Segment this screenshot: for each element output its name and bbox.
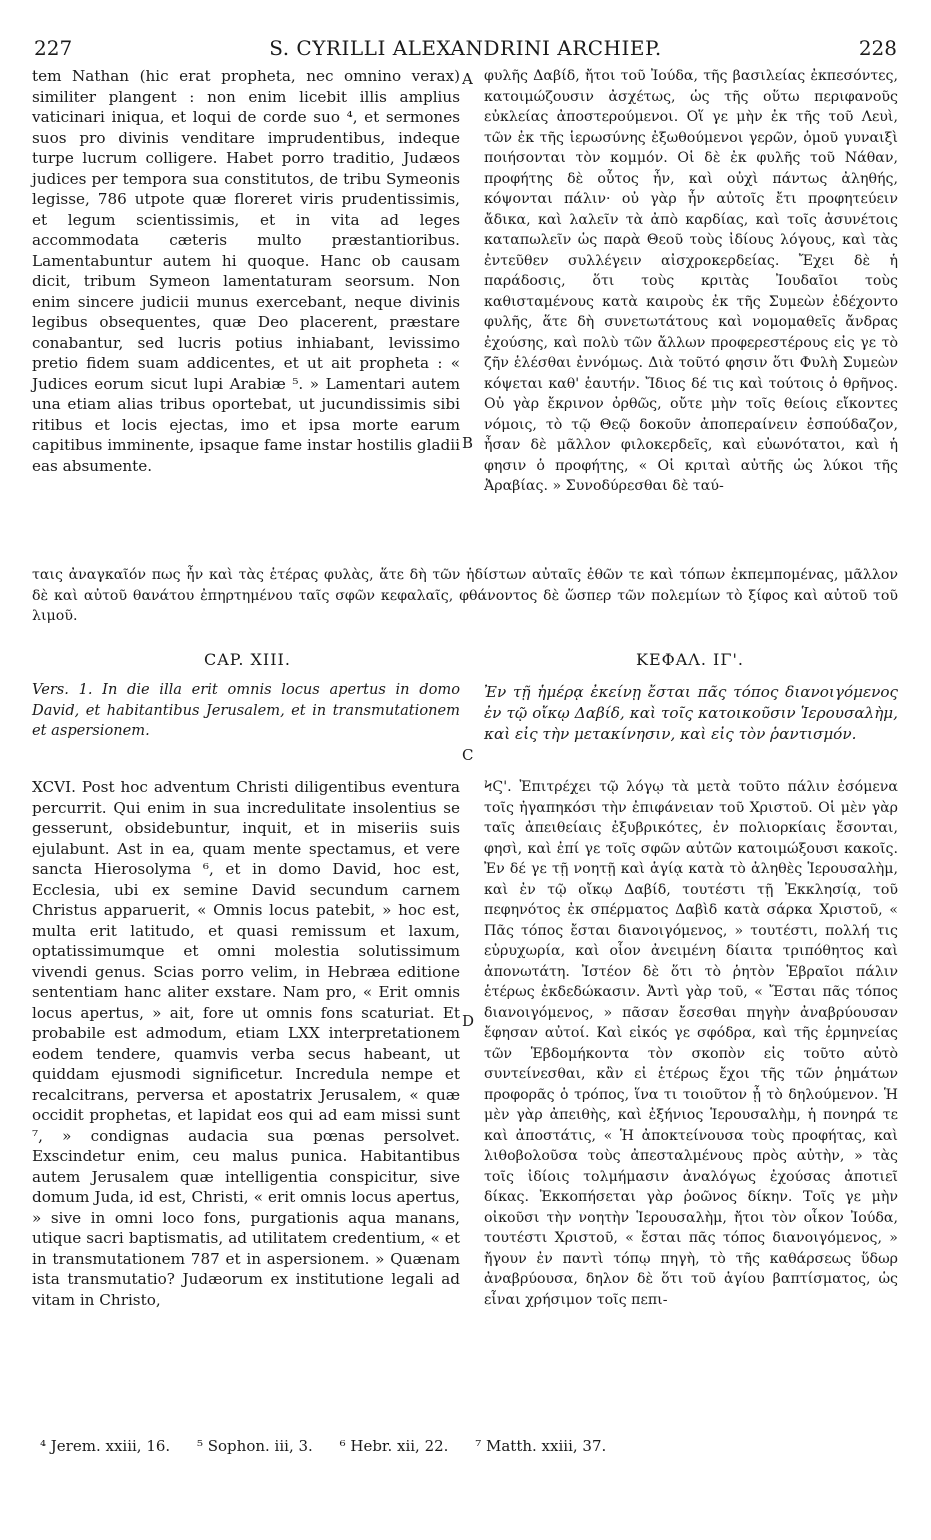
latin-verse-text: Vers. 1. In die illa erit omnis locus apertus in domo David, et habitantibus Jerusalem, et in transmutationem et aspersionem.	[32, 681, 460, 739]
latin-paragraph-body: XCVI. Post hoc adventum Christi diligentibus eventura percurrit. Qui enim in sua incredulitate insolentius se gesserunt, obsidebuntur, inquit, et in miseriis suis ejulabunt. Ast in ea, quam mente spectamus, et vere sancta Hierosolyma ⁶, et in domo David, hoc est, Ecclesia, ubi ex semine David secundum carnem Christus apparuerit, « Omnis locus patebit, » hoc est, multa erit latitudo, et quasi remissum et laxum, optatissimumque et omni molestia solutissimum vivendi genus. Scias porro velim, in Hebræa editione sententiam hanc aliter exstare. Nam pro, « Erit omnis locus apertus, » ait, fore ut omnis fons scaturiat. Et probabile est admodum, etiam LXX interpretationem eodem tendere, quamvis verba secus habeant, ut quiddam ejusmodi significetur. Incredula nempe et recalcitrans, perversa et apostatrix Jerusalem, « quæ occidit prophetas, et lapidat eos qui ad eam missi sunt ⁷, » condignas audacia sua pœnas persolvet. Exscindetur enim, ceu malus punica. Habitantibus autem Jerusalem quæ intelligentia conspicitur, sive domum Juda, id est, Christi, « erit omnis locus apertus, » sive in omni loco fons, purgationis aqua manans, utique sacri baptismatis, ad utilitatem credentium, « et in transmutationem 787 et in aspersionem. » Quænam ista transmutatio? Judæorum ex institutione legali ad vitam in Christo,	[32, 778, 460, 1309]
full-width-greek-continuation	[32, 565, 898, 627]
footnote: ⁵ Sophon. iii, 3.	[196, 1437, 313, 1455]
latin-verse	[32, 680, 460, 742]
footnote: ⁴ Jerem. xxiii, 16.	[40, 1437, 171, 1455]
margin-marker-d: D	[462, 1012, 475, 1030]
greek-continuation-text: ταις ἀναγκαῖόν πως ἦν καὶ τὰς ἑτέρας φυλὰς, ἅτε δὴ τῶν ἡδίστων αὐταῖς ἐθῶν τε καὶ τόπων ἐκπεμπομένας, μᾶλλον δὲ καὶ αὐτοῦ θανάτου ἐπηρτημένου ταῖς σφῶν κεφαλαῖς, φθάνοντος δὲ ὥσπερ τῶν πολεμίων τὸ ξίφος καὶ αὐτοῦ τοῦ λιμοῦ.	[32, 567, 898, 624]
greek-verse	[484, 682, 898, 745]
greek-paragraph-top: φυλῆς Δαβίδ, ἤτοι τοῦ Ἰούδα, τῆς βασιλείας ἐκπεσόντες, κατοιμώζουσιν ἀσχέτως, ὡς τῆς οὕτω περιφανοῦς εὐκλείας ἀποστερούμενοι. Οἵ γε μὴν ἐκ τῆς τοῦ Λευὶ, τῶν ἐκ τῆς ἱερωσύνης ἐξωθούμενοι γερῶν, ὁμοῦ γυναιξὶ ποιήσονται τὸν κομμόν. Οἱ δὲ ἐκ φυλῆς τοῦ Νάθαν, προφήτης δὲ οὗτος ἦν, καὶ οὐχὶ πάντως ἀληθής, κόψονται πάλιν· οὐ γὰρ ἦν αὐτοῖς ἔτι προφητεύειν ἄδικα, καὶ λαλεῖν τὰ ἀπὸ καρδίας, καὶ τοῖς ἀσυνέτοις καταπωλεῖν ὡς παρὰ Θεοῦ τοὺς ἰδίους λόγους, καὶ τὰς ἐντεῦθεν συλλέγειν αἰσχροκερδείας. Ἔχει δὲ ἡ παράδοσις, ὅτι τοὺς κριτὰς Ἰουδαῖοι τοὺς καθισταμένους κατὰ καιροὺς ἐκ τῆς Συμεὼν ἐδέχοντο φυλῆς, ἅτε δὴ συνετωτάτους καὶ νομομαθεῖς ἄνδρας ἐχούσης, καὶ πολὺ τῶν ἄλλων προφερεστέρους εἰς γε τὸ ζῆν ἑλέσθαι ἐννόμως. Διὰ τοῦτό φησιν ὅτι Φυλὴ Συμεὼν κόψεται καθ' ἑαυτήν. Ἴδιος δέ τις καὶ τούτοις ὁ θρῆνος. Οὐ γὰρ ἔκρινον ὀρθῶς, οὔτε μὴν τοῖς θείοις εἴκοντες νόμοις, τὸ τῷ Θεῷ δοκοῦν ἀποπεραίνειν ἐσπούδαζον, ἦσαν δὲ μᾶλλον φιλοκερδεῖς, καὶ εὐωνότατοι, καὶ ἡ φησιν ὁ προφήτης, « Οἱ κριταὶ αὐτῆς ὡς λύκοι τῆς Ἀραβίας. » Συνοδύρεσθαι δὲ ταύ-	[484, 68, 898, 494]
footnote: ⁶ Hebr. xii, 22.	[339, 1437, 449, 1455]
footnote: ⁷ Matth. xxiii, 37.	[475, 1437, 607, 1455]
greek-verse-text: Ἐν τῇ ἡμέρᾳ ἐκείνῃ ἔσται πᾶς τόπος διανοιγόμενος ἐν τῷ οἴκῳ Δαβίδ, καὶ τοῖς κατοικοῦσιν Ἱερουσαλὴμ, καὶ εἰς τὴν μετακίνησιν, καὶ εἰς τὸν ῥαντισμόν.	[484, 683, 898, 743]
greek-paragraph-body: ϞϚ'. Ἐπιτρέχει τῷ λόγῳ τὰ μετὰ τοῦτο πάλιν ἐσόμενα τοῖς ἠγαπηκόσι τὴν ἐπιφάνειαν τοῦ Χριστοῦ. Οἱ μὲν γὰρ ταῖς ἀπειθείαις ἐξυβρικότες, ἐν πολιορκίαις ἔσονται, φησὶ, καὶ ἐπί γε τοῖς σφῶν αὐτῶν κατοιμώξουσι κακοῖς. Ἐν δέ γε τῇ νοητῇ καὶ ἁγίᾳ κατὰ τὸ ἀληθὲς Ἱερουσαλὴμ, καὶ ἐν τῷ οἴκῳ Δαβίδ, τουτέστι τῇ Ἐκκλησίᾳ, τοῦ πεφηνότος ἐκ σπέρματος Δαβὶδ κατὰ σάρκα Χριστοῦ, « Πᾶς τόπος ἔσται διανοιγόμενος, » τουτέστι, πολλή τις εὐρυχωρία, καὶ οἷον ἀνειμένη δίαιτα τριπόθητος καὶ ἀπονωτάτη. Ἰστέον δὲ ὅτι τὸ ῥητὸν Ἑβραῖοι πάλιν ἑτέρως ἐκδεδώκασιν. Ἀντὶ γὰρ τοῦ, « Ἔσται πᾶς τόπος διανοιγόμενος, » πᾶσαν ἔσεσθαι πηγὴν ἀναβρύουσαν ἔφησαν αὐτοί. Καὶ εἰκός γε σφόδρα, καὶ τῆς ἑρμηνείας τῶν Ἑβδομήκοντα τὸν σκοπὸν εἰς τοῦτο αὐτὸ συντείνεσθαι, κἂν εἰ ἑτέρως ἔχοι τῆς τῶν ῥημάτων προφορᾶς ὁ τρόπος, ἵνα τι τοιοῦτον ᾖ τὸ δηλούμενον. Ἡ μὲν γὰρ ἀπειθὴς, καὶ ἐξήνιος Ἱερουσαλὴμ, ἡ πονηρά τε καὶ ἀποστάτις, « Ἡ ἀποκτείνουσα τοὺς προφήτας, καὶ λιθοβολοῦσα τοὺς ἀπεσταλμένους πρὸς αὐτὴν, » τὰς τοῖς ἰδίοις τολμήμασιν ἀναλόγως ἐχούσας ἀποτιεῖ δίκας. Ἐκκοπήσεται γὰρ ῥοῶνος δίκην. Τοῖς γε μὴν οἰκοῦσι τὴν νοητὴν Ἱερουσαλὴμ, ἤτοι τὸν οἶκον Ἰούδα, τουτέστι Χριστοῦ, « ἔσται πᾶς τόπος διανοιγόμενος, » ἤγουν ἐν παντὶ τόπῳ πηγὴ, τὸ τῆς καθάρσεως ὕδωρ ἀναβρύουσα, δηλον δὲ ὅτι τοῦ ἁγίου βαπτίσματος, ὡς εἶναι χρήσιμον τοῖς πεπι-	[484, 779, 898, 1308]
margin-marker-b: B	[462, 434, 474, 452]
margin-marker-c: C	[462, 746, 474, 764]
greek-column-top	[484, 66, 898, 497]
latin-paragraph-top: tem Nathan (hic erat propheta, nec omnino verax) similiter plangent : non enim licebit illis amplius vaticinari iniqua, et loqui de corde suo ⁴, et sermones suos pro divinis venditare imprudentibus, indeque turpe lucrum colligere. Habet porro traditio, Judæos judices per tempora sua constitutos, de tribu Symeonis legisse, 786 utpote quæ floreret viris prudentissimis, et legum scientissimis, et in vita ad leges accommodata cæteris multo præstantioribus. Lamentabuntur autem hi quoque. Hanc ob causam dicit, tribum Symeon lamentaturam seorsum. Non enim sincere judicii munus exercebant, neque divinis legibus obsequentes, quæ Deo placerent, præstare conabantur, sed lucris potius inhiabant, levissimo pretio fidem suam addicentes, et ut ait propheta : « Judices eorum sicut lupi Arabiæ ⁵. » Lamentari autem una etiam alias tribus oportebat, ut jucundissimis sibi ritibus et locis ejectas, imo et ipsa morte earum capitibus imminente, ipsaque fame instar hostilis gladii eas absumente.	[32, 67, 460, 475]
latin-chapter-heading: CAP. XIII.	[204, 650, 291, 669]
latin-column-body	[32, 777, 460, 1310]
latin-column-top	[32, 66, 460, 476]
margin-marker-a: A	[462, 70, 473, 88]
running-title: S. CYRILLI ALEXANDRINI ARCHIEP.	[269, 36, 662, 60]
left-page-number: 227	[34, 36, 73, 60]
footnotes	[40, 1437, 628, 1455]
running-header	[34, 36, 897, 60]
greek-column-body	[484, 777, 898, 1310]
greek-chapter-heading: ΚΕΦΑΛ. ΙΓ'.	[636, 650, 744, 669]
right-page-number: 228	[858, 36, 897, 60]
